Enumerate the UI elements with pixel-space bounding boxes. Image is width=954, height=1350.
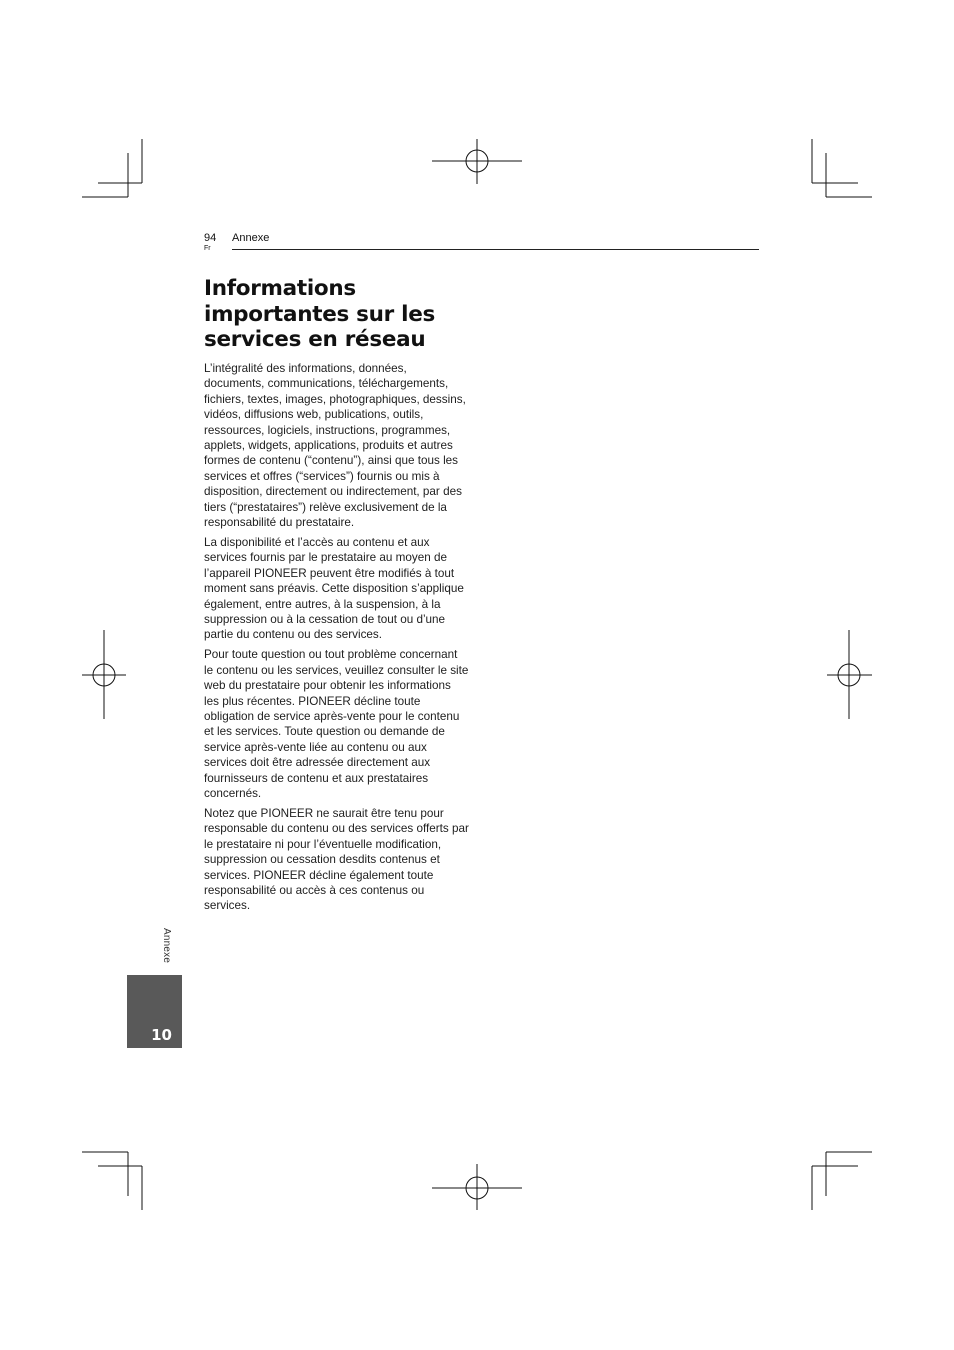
side-section-label [160,928,174,973]
page-number: 94 [204,232,217,244]
language-code: Fr [204,245,211,252]
chapter-number: 10 [151,1026,172,1044]
header-rule [232,249,759,250]
side-section-text: Annexe [161,928,172,964]
page-title: Informations importantes sur les services en réseau [204,276,436,352]
body-text [204,361,469,918]
chapter-tab [127,975,182,1048]
paragraph: L’intégralité des informations, données, documents, communications, téléchargements, fichiers, textes, images, photographiques, dessins, vidéos, diffusions web, publications, outils, ressources, logiciels, instructions, programmes, applets, widgets, applications, produits et autres formes de contenu (“contenu”), ainsi que tous les services et offres (“services”) fournis ou mis à disposition, directement ou indirectement, par des tiers (“prestataires”) relève exclusivement de la responsabilité du prestataire. [204,362,466,530]
paragraph: Pour toute question ou tout problème concernant le contenu ou les services, veuillez consulter le site web du prestataire pour obtenir les informations les plus récentes. PIONEER décline toute obligation de service après-vente pour le contenu et les services. Toute question ou demande de service après-vente liée au contenu ou aux services doit être adressée directement aux fournisseurs de contenu et aux prestataires concernés. [204,648,469,800]
paragraph: La disponibilité et l’accès au contenu et aux services fournis par le prestataire au moyen de l’appareil PIONEER peuvent être modifiés à tout moment sans préavis. Cette disposition s’applique également, entre autres, à la suspension, à la suppression ou à la cessation de tout ou d’une partie du contenu ou des services. [204,535,464,642]
paragraph: Notez que PIONEER ne saurait être tenu pour responsable du contenu ou des services offerts par le prestataire ni pour l’éventuelle modification, suppression ou cessation desdits contenus et services. PIONEER décline également toute responsabilité ou accès à ces contenus ou services. [204,806,469,913]
running-header [204,232,759,254]
header-section-label: Annexe [232,232,270,244]
